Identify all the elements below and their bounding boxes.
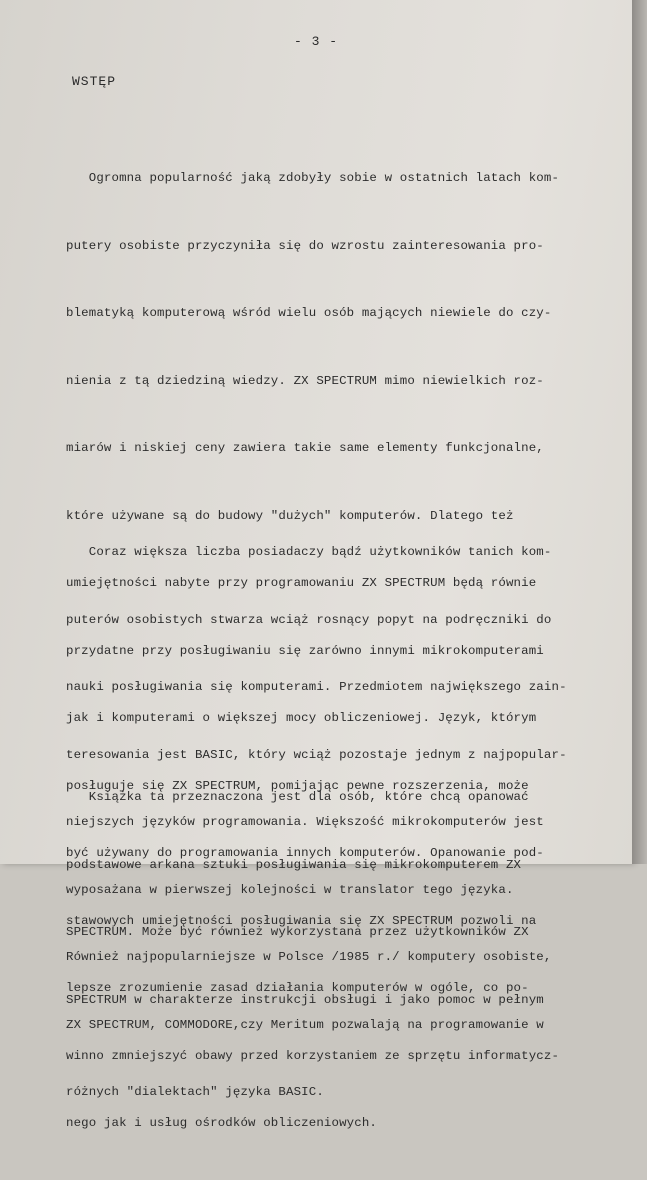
text-line: winno zmniejszyć obawy przed korzystaniem ze sprzętu informatycz- (66, 1048, 560, 1063)
text-line: SPECTRUM w charakterze instrukcji obsługi i jako pomoc w pełnym (66, 992, 544, 1007)
text-line: Ogromna popularność jaką zdobyły sobie w ostatnich latach kom- (66, 171, 560, 185)
text-line: SPECTRUM. Może być również wykorzystana przez użytkowników ZX (66, 925, 529, 939)
text-line: nienia z tą dziedziną wiedzy. ZX SPECTRUM mimo niewielkich roz- (66, 373, 544, 388)
text-line: lepsze zrozumienie zasad działania komputerów w ogóle, co po- (66, 981, 529, 995)
text-line: podstawowe arkana sztuki posługiwania się mikrokomputerem ZX (66, 857, 522, 872)
text-line: teresowania jest BASIC, który wciąż pozostaje jednym z najpopular- (66, 747, 567, 762)
text-line: Również najpopularniejsze w Polsce /1985 r./ komputery osobiste, (66, 950, 552, 964)
text-line: niejszych języków programowania. Większość mikrokomputerów jest (66, 815, 544, 829)
section-heading: WSTĘP (72, 74, 117, 89)
text-line: posługuje się ZX SPECTRUM, pomijając pewne rozszerzenia, może (66, 778, 529, 793)
page-number: - 3 - (293, 34, 338, 49)
text-line: puterów osobistych stwarza wciąż rosnący popyt na podręczniki do (66, 612, 552, 627)
text-line: przydatne przy posługiwaniu się zarówno innymi mikrokomputerami (66, 643, 544, 658)
paragraph-3 (66, 741, 586, 1056)
text-line: jak i komputerami o większej mocy obliczeniowej. Język, którym (66, 711, 537, 725)
text-line: miarów i niskiej ceny zawiera takie same elementy funkcjonalne, (66, 441, 544, 455)
text-line: umiejętności nabyte przy programowaniu ZX SPECTRUM będą równie (66, 576, 537, 590)
page-edge (632, 0, 647, 864)
text-line: różnych "dialektach" języka BASIC. (66, 1085, 324, 1099)
text-line: nego jak i usług ośrodków obliczeniowych. (66, 1116, 378, 1130)
text-line: nauki posługiwania się komputerami. Przedmiotem największego zain- (66, 680, 567, 694)
text-line: Książka ta przeznaczona jest dla osób, które chcą opanować (66, 790, 529, 804)
text-line: ZX SPECTRUM, COMMODORE,czy Meritum pozwalają na programowanie w (66, 1017, 544, 1032)
text-line: które używane są do budowy "dużych" komputerów. Dlatego też (66, 508, 514, 523)
text-line: wyposażana w pierwszej kolejności w translator tego języka. (66, 882, 514, 897)
text-line: Coraz większa liczba posiadaczy bądź użytkowników tanich kom- (66, 545, 552, 559)
text-line: putery osobiste przyczyniła się do wzrostu zainteresowania pro- (66, 238, 544, 253)
text-line: stawowych umiejętności posługiwania się ZX SPECTRUM pozwoli na (66, 913, 537, 928)
text-line: blematyką komputerową wśród wielu osób mających niewiele do czy- (66, 306, 552, 320)
text-line: być używany do programowania innych komputerów. Opanowanie pod- (66, 846, 544, 860)
